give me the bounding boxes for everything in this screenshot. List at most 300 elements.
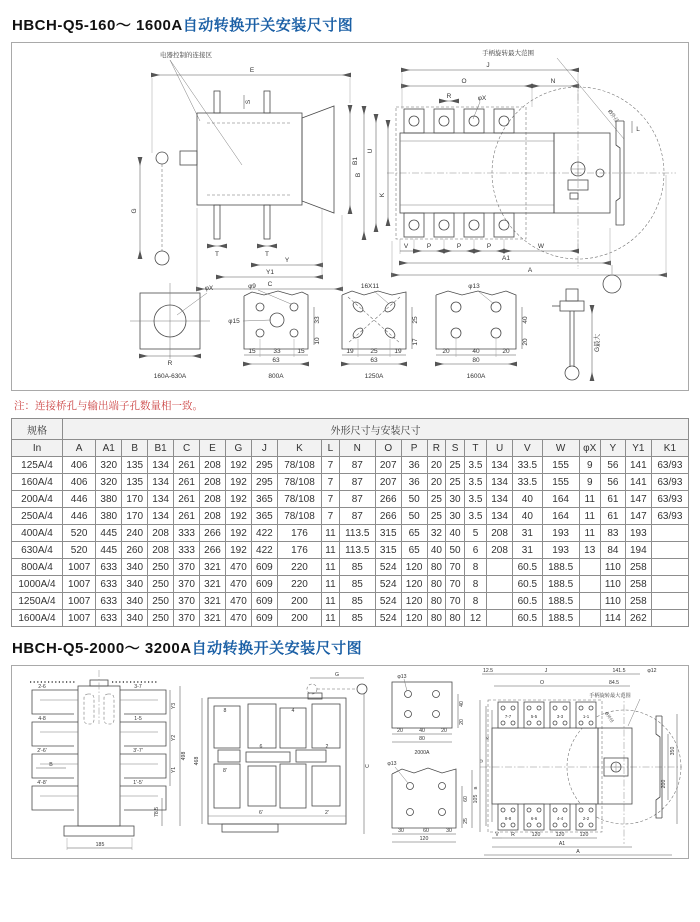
block-4: 4 bbox=[291, 708, 295, 714]
dim-cell bbox=[487, 593, 513, 610]
dim-cell bbox=[487, 576, 513, 593]
dim-cell: 609 bbox=[251, 576, 277, 593]
dim-cell: 141 bbox=[625, 474, 651, 491]
dim-cell: 65 bbox=[401, 525, 427, 542]
terminal-1-5: 1-5 bbox=[134, 716, 142, 722]
dim-label-phiX: φX bbox=[477, 95, 487, 102]
pattern1-hole-label: φX bbox=[204, 285, 214, 292]
pattern4-total: 80 bbox=[472, 357, 480, 364]
dim-label-N: N bbox=[550, 78, 556, 85]
installation-drawing-2 bbox=[12, 666, 688, 858]
dim-label-R: R bbox=[446, 93, 452, 100]
plateB-r2: 25 bbox=[463, 818, 469, 824]
dim-cell: 315 bbox=[375, 542, 401, 559]
dim-cell: 220 bbox=[277, 576, 321, 593]
dim-cell: 208 bbox=[200, 508, 226, 525]
dim-cell: 80 bbox=[446, 610, 465, 627]
dim-cell: 20 bbox=[427, 457, 446, 474]
dim3-350: 350 bbox=[670, 746, 676, 756]
terminal-2-2: 2-2 bbox=[582, 816, 590, 821]
column-header: K bbox=[277, 440, 321, 457]
dim-cell: 520 bbox=[63, 542, 96, 559]
diag-diameter-label-2: Ø外径 bbox=[603, 710, 615, 724]
dim-cell: 40 bbox=[427, 542, 446, 559]
plateA-r2: 20 bbox=[459, 719, 465, 725]
dim-cell: 422 bbox=[251, 525, 277, 542]
spec-cell: 1000A/4 bbox=[12, 576, 63, 593]
dim-cell: 164 bbox=[542, 508, 579, 525]
dim-cell: 63/93 bbox=[651, 474, 688, 491]
dim3-120c: 120 bbox=[579, 832, 589, 838]
dim-label-J: J bbox=[486, 62, 490, 69]
dim-cell: 170 bbox=[122, 491, 148, 508]
dim-cell: 192 bbox=[225, 525, 251, 542]
dim-cell: 470 bbox=[225, 576, 251, 593]
pattern3-b2: 25 bbox=[370, 348, 378, 355]
dim-cell: 13 bbox=[579, 542, 600, 559]
table-row bbox=[12, 610, 689, 627]
plateB-total: 120 bbox=[419, 836, 429, 842]
terminal-2p-6p: 2'-6' bbox=[37, 748, 47, 754]
dim-cell: 340 bbox=[122, 610, 148, 627]
dim-cell: 422 bbox=[251, 542, 277, 559]
pattern-1250 bbox=[342, 283, 419, 380]
dim-cell bbox=[651, 593, 688, 610]
terminal-3-3: 3-3 bbox=[556, 714, 564, 719]
dim-cell: 25 bbox=[427, 508, 446, 525]
column-header: O bbox=[375, 440, 401, 457]
table-row bbox=[12, 491, 689, 508]
dim-cell: 200 bbox=[277, 593, 321, 610]
pattern-160-630 bbox=[130, 283, 214, 380]
dim-cell: 110 bbox=[600, 559, 625, 576]
column-header: A bbox=[63, 440, 96, 457]
table-row bbox=[12, 542, 689, 559]
dim-cell: 520 bbox=[63, 525, 96, 542]
dim-label-S: S bbox=[245, 99, 252, 105]
dim-cell: 193 bbox=[542, 542, 579, 559]
dim-cell: 320 bbox=[96, 474, 122, 491]
dim-cell: 194 bbox=[625, 542, 651, 559]
drawing-box-2 bbox=[11, 665, 689, 859]
dim-label-A1: A1 bbox=[502, 255, 510, 262]
dim3-B: B bbox=[473, 786, 478, 790]
side-view-2000 bbox=[30, 670, 187, 850]
dim2-78-5: 78.5 bbox=[154, 806, 160, 818]
column-header: N bbox=[339, 440, 375, 457]
dim-cell: 120 bbox=[401, 576, 427, 593]
dim-cell: 240 bbox=[122, 525, 148, 542]
spec-cell: 1600A/4 bbox=[12, 610, 63, 627]
section1-title bbox=[12, 14, 689, 35]
column-header: T bbox=[464, 440, 486, 457]
dim-label-G: G bbox=[131, 208, 138, 214]
dim-cell: 188.5 bbox=[542, 559, 579, 576]
dim-cell: 192 bbox=[225, 508, 251, 525]
dim-cell: 258 bbox=[625, 576, 651, 593]
plateB-hole: φ13 bbox=[387, 761, 397, 767]
dim-cell: 188.5 bbox=[542, 593, 579, 610]
table-row bbox=[12, 457, 689, 474]
dim-cell: 164 bbox=[542, 491, 579, 508]
plateB-r3: 105 bbox=[473, 794, 479, 804]
front-view-2000 bbox=[194, 672, 371, 834]
dim-cell bbox=[651, 610, 688, 627]
dim3-200: 200 bbox=[661, 779, 667, 789]
dim-cell bbox=[651, 576, 688, 593]
dim-cell: 85 bbox=[339, 610, 375, 627]
column-header: K1 bbox=[651, 440, 688, 457]
dim-cell: 609 bbox=[251, 610, 277, 627]
dim-label-B: B bbox=[355, 172, 362, 178]
spec-cell: 160A/4 bbox=[12, 474, 63, 491]
dim-cell: 340 bbox=[122, 593, 148, 610]
dim-cell: 3.5 bbox=[464, 457, 486, 474]
dim-cell: 315 bbox=[375, 525, 401, 542]
pattern2-total: 63 bbox=[272, 357, 280, 364]
dim-cell: 3.5 bbox=[464, 474, 486, 491]
dim-cell bbox=[579, 610, 600, 627]
dim-cell: 87 bbox=[339, 474, 375, 491]
dim-cell: 7 bbox=[322, 491, 340, 508]
table-row bbox=[12, 576, 689, 593]
dim-cell: 141 bbox=[625, 457, 651, 474]
column-header: S bbox=[446, 440, 465, 457]
dim-cell: 78/108 bbox=[277, 457, 321, 474]
dim-cell: 208 bbox=[200, 457, 226, 474]
dim-cell: 261 bbox=[174, 457, 200, 474]
dim-cell: 1007 bbox=[63, 593, 96, 610]
dim-cell: 380 bbox=[96, 508, 122, 525]
dim-cell: 370 bbox=[174, 593, 200, 610]
dim-label-V: V bbox=[403, 243, 409, 250]
dim-cell bbox=[651, 559, 688, 576]
dim-cell: 20 bbox=[427, 474, 446, 491]
dim-cell: 633 bbox=[96, 576, 122, 593]
dim-cell: 134 bbox=[487, 457, 513, 474]
pattern3-r1: 25 bbox=[412, 316, 419, 324]
terminal-7-7: 7-7 bbox=[504, 714, 512, 719]
dim2-B-left: B bbox=[49, 762, 53, 768]
pattern4-r2: 20 bbox=[522, 338, 529, 346]
dim-cell: 470 bbox=[225, 593, 251, 610]
section2-title-desc: 自动转换开关安装尺寸图 bbox=[191, 640, 363, 657]
dim-cell: 321 bbox=[200, 610, 226, 627]
dim-label-Y: Y bbox=[284, 257, 290, 264]
pattern3-name: 1250A bbox=[364, 373, 384, 380]
column-header: C bbox=[174, 440, 200, 457]
dim3-141-5: 141.5 bbox=[612, 668, 626, 674]
dim-cell: 32 bbox=[427, 525, 446, 542]
dim-label-E: E bbox=[249, 67, 255, 74]
dim-cell: 250 bbox=[148, 610, 174, 627]
dim-cell: 445 bbox=[96, 542, 122, 559]
dim-cell: 63/93 bbox=[651, 508, 688, 525]
dim2-C: C bbox=[365, 764, 371, 768]
dim-cell: 8 bbox=[464, 576, 486, 593]
handle-rotation-label: 手柄旋转最大范围 bbox=[482, 50, 534, 57]
dim2-468: 468 bbox=[194, 756, 200, 766]
dim3-U: U bbox=[479, 759, 484, 763]
dim-cell: 60.5 bbox=[513, 610, 543, 627]
pattern3-r2: 17 bbox=[412, 338, 419, 346]
front-view-drawing bbox=[355, 48, 676, 277]
dim-cell: 40 bbox=[513, 491, 543, 508]
dim-label-L: L bbox=[636, 126, 640, 133]
dim-cell: 406 bbox=[63, 457, 96, 474]
dim-cell: 1007 bbox=[63, 610, 96, 627]
side-view-drawing bbox=[131, 50, 359, 291]
terminal-3-7: 3-7 bbox=[134, 684, 142, 690]
dim-label-gmax: G最大 bbox=[594, 333, 601, 353]
dim-cell: 470 bbox=[225, 610, 251, 627]
dim-cell: 7 bbox=[322, 508, 340, 525]
dim-cell: 11 bbox=[579, 491, 600, 508]
dim-cell: 207 bbox=[375, 457, 401, 474]
dim-cell: 40 bbox=[513, 508, 543, 525]
plateB-b2: 60 bbox=[423, 828, 429, 834]
plateB-r1: 60 bbox=[463, 796, 469, 802]
terminal-8-8: 8-8 bbox=[504, 816, 512, 821]
dim-cell: 250 bbox=[148, 593, 174, 610]
dim-cell: 9 bbox=[579, 474, 600, 491]
block-6: 6 bbox=[259, 744, 263, 750]
dim-cell: 633 bbox=[96, 559, 122, 576]
dim-cell: 120 bbox=[401, 610, 427, 627]
dim-cell: 11 bbox=[322, 593, 340, 610]
pattern3-b1: 19 bbox=[346, 348, 354, 355]
spec-cell: 1250A/4 bbox=[12, 593, 63, 610]
dim-cell: 33.5 bbox=[513, 457, 543, 474]
dim-cell: 85 bbox=[339, 593, 375, 610]
dim-cell: 78/108 bbox=[277, 508, 321, 525]
column-header: Y1 bbox=[625, 440, 651, 457]
dim-cell: 31 bbox=[513, 542, 543, 559]
dim3-12-5: 12.5 bbox=[482, 668, 494, 674]
dim-cell: 63/93 bbox=[651, 457, 688, 474]
dim-cell: 120 bbox=[401, 593, 427, 610]
dim-label-T: T bbox=[215, 251, 219, 258]
dim-cell: 208 bbox=[148, 525, 174, 542]
dim-cell: 370 bbox=[174, 559, 200, 576]
pattern-1600 bbox=[436, 283, 529, 380]
dim-cell: 11 bbox=[322, 610, 340, 627]
dim-cell bbox=[579, 559, 600, 576]
block-2: 2 bbox=[325, 744, 329, 750]
dim-cell: 85 bbox=[339, 576, 375, 593]
spec-cell: 250A/4 bbox=[12, 508, 63, 525]
column-header: L bbox=[322, 440, 340, 457]
column-header: Y bbox=[600, 440, 625, 457]
dim2-185: 185 bbox=[95, 842, 105, 848]
plateA-b1: 20 bbox=[397, 728, 403, 734]
dim-cell: 80 bbox=[427, 559, 446, 576]
column-header: A1 bbox=[96, 440, 122, 457]
dim-cell: 193 bbox=[625, 525, 651, 542]
dim-cell: 170 bbox=[122, 508, 148, 525]
dim-cell: 50 bbox=[446, 542, 465, 559]
plateA-total: 80 bbox=[419, 736, 425, 742]
dim-cell: 134 bbox=[148, 508, 174, 525]
section1-title-desc: 自动转换开关安装尺寸图 bbox=[182, 17, 354, 34]
dim-cell: 524 bbox=[375, 593, 401, 610]
pattern2-center-label: φ15 bbox=[228, 318, 240, 325]
dim-cell: 260 bbox=[122, 542, 148, 559]
dimension-table bbox=[11, 418, 689, 627]
plateB-b3: 30 bbox=[446, 828, 452, 834]
dim-cell: 295 bbox=[251, 457, 277, 474]
dim-cell: 446 bbox=[63, 508, 96, 525]
terminal-5-5: 5-5 bbox=[530, 714, 538, 719]
dim-cell: 36 bbox=[401, 474, 427, 491]
column-header: E bbox=[200, 440, 226, 457]
dim-cell: 70 bbox=[446, 559, 465, 576]
dim-label-W: W bbox=[537, 243, 545, 250]
dim-cell: 266 bbox=[375, 508, 401, 525]
plate-2000 bbox=[392, 674, 465, 756]
dim-cell: 1007 bbox=[63, 576, 96, 593]
dim-cell: 7 bbox=[322, 457, 340, 474]
dim-label-B1: B1 bbox=[352, 157, 359, 165]
dim-cell: 11 bbox=[322, 576, 340, 593]
dim-cell: 208 bbox=[200, 491, 226, 508]
dim-cell: 11 bbox=[322, 542, 340, 559]
dim-label-P3: P bbox=[486, 243, 492, 250]
dim3-K: K bbox=[485, 736, 490, 740]
dim-cell: 250 bbox=[148, 576, 174, 593]
dim-cell: 120 bbox=[401, 559, 427, 576]
dim-cell: 370 bbox=[174, 610, 200, 627]
plateA-b3: 20 bbox=[441, 728, 447, 734]
dim-cell: 1007 bbox=[63, 559, 96, 576]
dim-cell: 193 bbox=[542, 525, 579, 542]
dim-cell: 258 bbox=[625, 593, 651, 610]
dim-label-C: C bbox=[267, 281, 273, 288]
dim-cell: 147 bbox=[625, 491, 651, 508]
dim-cell: 25 bbox=[427, 491, 446, 508]
dim-cell: 50 bbox=[401, 508, 427, 525]
column-header: φX bbox=[579, 440, 600, 457]
dim-cell: 147 bbox=[625, 508, 651, 525]
dim-cell: 8 bbox=[464, 559, 486, 576]
terminal-2-6: 2-6 bbox=[38, 684, 46, 690]
column-header: B1 bbox=[148, 440, 174, 457]
pattern4-b3: 20 bbox=[502, 348, 510, 355]
dim-cell: 30 bbox=[446, 491, 465, 508]
dim-cell: 250 bbox=[148, 559, 174, 576]
dim-cell: 609 bbox=[251, 593, 277, 610]
pattern-800 bbox=[228, 283, 321, 380]
dim-cell: 192 bbox=[225, 457, 251, 474]
dim-cell: 633 bbox=[96, 610, 122, 627]
dim-cell: 113.5 bbox=[339, 542, 375, 559]
dim2-Y2: Y2 bbox=[171, 734, 177, 742]
pattern2-hole-label: φ9 bbox=[248, 283, 256, 290]
dim-cell: 7 bbox=[322, 474, 340, 491]
table-row bbox=[12, 525, 689, 542]
plateA-b2: 40 bbox=[419, 728, 425, 734]
dim-cell: 261 bbox=[174, 508, 200, 525]
plateA-r1: 40 bbox=[459, 701, 465, 707]
dim-cell: 321 bbox=[200, 593, 226, 610]
handle-rotation-label-2: 手柄旋转最大范围 bbox=[589, 693, 631, 699]
terminal-4p-8p: 4'-8' bbox=[37, 780, 47, 786]
dim3-R: R bbox=[511, 832, 515, 838]
dim-cell: 84 bbox=[600, 542, 625, 559]
dim-cell: 266 bbox=[375, 491, 401, 508]
dim-cell: 113.5 bbox=[339, 525, 375, 542]
dim2-G: G bbox=[334, 672, 340, 678]
dim-cell: 87 bbox=[339, 457, 375, 474]
dim-cell: 56 bbox=[600, 457, 625, 474]
dim-cell: 134 bbox=[487, 491, 513, 508]
pattern2-r2: 10 bbox=[314, 337, 321, 345]
dim-cell: 333 bbox=[174, 542, 200, 559]
dim-cell: 155 bbox=[542, 457, 579, 474]
dim-cell: 12 bbox=[464, 610, 486, 627]
dim-cell: 114 bbox=[600, 610, 625, 627]
dim3-A: A bbox=[576, 849, 580, 855]
dim-cell: 70 bbox=[446, 593, 465, 610]
dim-cell: 135 bbox=[122, 474, 148, 491]
dim-cell bbox=[651, 525, 688, 542]
pattern2-b3: 15 bbox=[297, 348, 305, 355]
pattern2-b2: 33 bbox=[273, 348, 281, 355]
front-view-3200 bbox=[473, 668, 682, 855]
dim-cell: 60.5 bbox=[513, 559, 543, 576]
dim-cell: 176 bbox=[277, 542, 321, 559]
diag-diameter-label: Ø外径 bbox=[606, 108, 620, 125]
dim-cell: 524 bbox=[375, 610, 401, 627]
dim-cell: 25 bbox=[446, 457, 465, 474]
column-header: U bbox=[487, 440, 513, 457]
dim-label-K: K bbox=[379, 192, 386, 198]
block-2p: 2' bbox=[325, 810, 329, 816]
dim-cell: 266 bbox=[200, 525, 226, 542]
dim-cell: 188.5 bbox=[542, 610, 579, 627]
pattern3-b3: 19 bbox=[394, 348, 402, 355]
dim-cell: 333 bbox=[174, 525, 200, 542]
dim-label-U: U bbox=[367, 148, 374, 154]
dim-cell: 445 bbox=[96, 525, 122, 542]
dim-cell: 470 bbox=[225, 559, 251, 576]
table-row bbox=[12, 474, 689, 491]
dim-cell bbox=[487, 559, 513, 576]
dim-label-A: A bbox=[527, 267, 533, 274]
dim-cell: 78/108 bbox=[277, 474, 321, 491]
dim-cell: 134 bbox=[487, 508, 513, 525]
pattern3-total: 63 bbox=[370, 357, 378, 364]
dim-cell: 25 bbox=[446, 474, 465, 491]
table-row bbox=[12, 508, 689, 525]
installation-drawing-1 bbox=[12, 43, 688, 390]
dim-cell: 220 bbox=[277, 559, 321, 576]
dim-cell: 380 bbox=[96, 491, 122, 508]
dim3-V: V bbox=[495, 832, 499, 838]
dim-cell: 135 bbox=[122, 457, 148, 474]
dim-cell: 87 bbox=[339, 491, 375, 508]
table-row bbox=[12, 593, 689, 610]
pattern4-hole-label: φ13 bbox=[468, 283, 480, 290]
pattern2-name: 800A bbox=[268, 373, 284, 380]
dim-cell: 261 bbox=[174, 491, 200, 508]
plateA-name: 2000A bbox=[414, 750, 430, 756]
plateA-hole: φ13 bbox=[397, 674, 407, 680]
dim2-Y1: Y1 bbox=[171, 766, 177, 774]
dim-cell: 134 bbox=[148, 474, 174, 491]
pattern1-R-label: R bbox=[167, 360, 173, 367]
terminal-4-4: 4-4 bbox=[556, 816, 564, 821]
